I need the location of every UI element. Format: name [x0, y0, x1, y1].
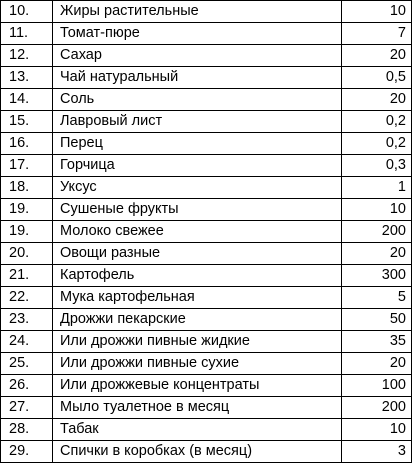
- item-value-cell: 0,2: [342, 133, 412, 155]
- row-number-cell: 24.: [1, 331, 53, 353]
- row-number-cell: 14.: [1, 89, 53, 111]
- table-row: [1, 309, 412, 331]
- item-name-cell: Лавровый лист: [53, 111, 342, 133]
- item-value-cell: 20: [342, 353, 412, 375]
- item-name-cell: Или дрожжи пивные жидкие: [53, 331, 342, 353]
- table-body: [1, 1, 412, 463]
- item-value-cell: 0,5: [342, 67, 412, 89]
- table-row: [1, 243, 412, 265]
- item-name-cell: Молоко свежее: [53, 221, 342, 243]
- item-value-cell: 20: [342, 243, 412, 265]
- item-value-cell: 3: [342, 441, 412, 463]
- item-name-cell: Сахар: [53, 45, 342, 67]
- item-name-cell: Мыло туалетное в месяц: [53, 397, 342, 419]
- item-value-cell: 20: [342, 45, 412, 67]
- row-number-cell: 20.: [1, 243, 53, 265]
- item-value-cell: 5: [342, 287, 412, 309]
- item-name-cell: Или дрожжи пивные сухие: [53, 353, 342, 375]
- row-number-cell: 23.: [1, 309, 53, 331]
- item-value-cell: 10: [342, 199, 412, 221]
- item-value-cell: 300: [342, 265, 412, 287]
- table-row: [1, 1, 412, 23]
- item-name-cell: Овощи разные: [53, 243, 342, 265]
- table-row: [1, 419, 412, 441]
- table-row: [1, 331, 412, 353]
- table-row: [1, 441, 412, 463]
- row-number-cell: 17.: [1, 155, 53, 177]
- item-name-cell: Томат-пюре: [53, 23, 342, 45]
- item-name-cell: Сушеные фрукты: [53, 199, 342, 221]
- table-row: [1, 155, 412, 177]
- table-row: [1, 375, 412, 397]
- item-value-cell: 35: [342, 331, 412, 353]
- item-value-cell: 100: [342, 375, 412, 397]
- item-value-cell: 200: [342, 221, 412, 243]
- item-value-cell: 0,3: [342, 155, 412, 177]
- item-name-cell: Горчица: [53, 155, 342, 177]
- item-name-cell: Или дрожжевые концентраты: [53, 375, 342, 397]
- item-value-cell: 7: [342, 23, 412, 45]
- table-row: [1, 45, 412, 67]
- table-row: [1, 397, 412, 419]
- table-row: [1, 23, 412, 45]
- row-number-cell: 13.: [1, 67, 53, 89]
- row-number-cell: 21.: [1, 265, 53, 287]
- row-number-cell: 27.: [1, 397, 53, 419]
- table-row: [1, 177, 412, 199]
- table-row: [1, 287, 412, 309]
- table-row: [1, 67, 412, 89]
- table-row: [1, 353, 412, 375]
- item-name-cell: Дрожжи пекарские: [53, 309, 342, 331]
- row-number-cell: 19.: [1, 221, 53, 243]
- item-value-cell: 10: [342, 419, 412, 441]
- item-name-cell: Табак: [53, 419, 342, 441]
- item-value-cell: 50: [342, 309, 412, 331]
- item-name-cell: Картофель: [53, 265, 342, 287]
- row-number-cell: 16.: [1, 133, 53, 155]
- table-row: [1, 133, 412, 155]
- row-number-cell: 12.: [1, 45, 53, 67]
- row-number-cell: 18.: [1, 177, 53, 199]
- item-value-cell: 10: [342, 1, 412, 23]
- item-value-cell: 20: [342, 89, 412, 111]
- item-value-cell: 0,2: [342, 111, 412, 133]
- row-number-cell: 10.: [1, 1, 53, 23]
- row-number-cell: 25.: [1, 353, 53, 375]
- row-number-cell: 19.: [1, 199, 53, 221]
- table-row: [1, 221, 412, 243]
- item-name-cell: Перец: [53, 133, 342, 155]
- row-number-cell: 22.: [1, 287, 53, 309]
- row-number-cell: 26.: [1, 375, 53, 397]
- row-number-cell: 28.: [1, 419, 53, 441]
- item-name-cell: Уксус: [53, 177, 342, 199]
- item-value-cell: 1: [342, 177, 412, 199]
- item-name-cell: Мука картофельная: [53, 287, 342, 309]
- item-name-cell: Спички в коробках (в месяц): [53, 441, 342, 463]
- item-name-cell: Жиры растительные: [53, 1, 342, 23]
- row-number-cell: 11.: [1, 23, 53, 45]
- table-row: [1, 265, 412, 287]
- item-name-cell: Соль: [53, 89, 342, 111]
- item-value-cell: 200: [342, 397, 412, 419]
- item-name-cell: Чай натуральный: [53, 67, 342, 89]
- table-row: [1, 111, 412, 133]
- table-row: [1, 89, 412, 111]
- row-number-cell: 15.: [1, 111, 53, 133]
- row-number-cell: 29.: [1, 441, 53, 463]
- table-row: [1, 199, 412, 221]
